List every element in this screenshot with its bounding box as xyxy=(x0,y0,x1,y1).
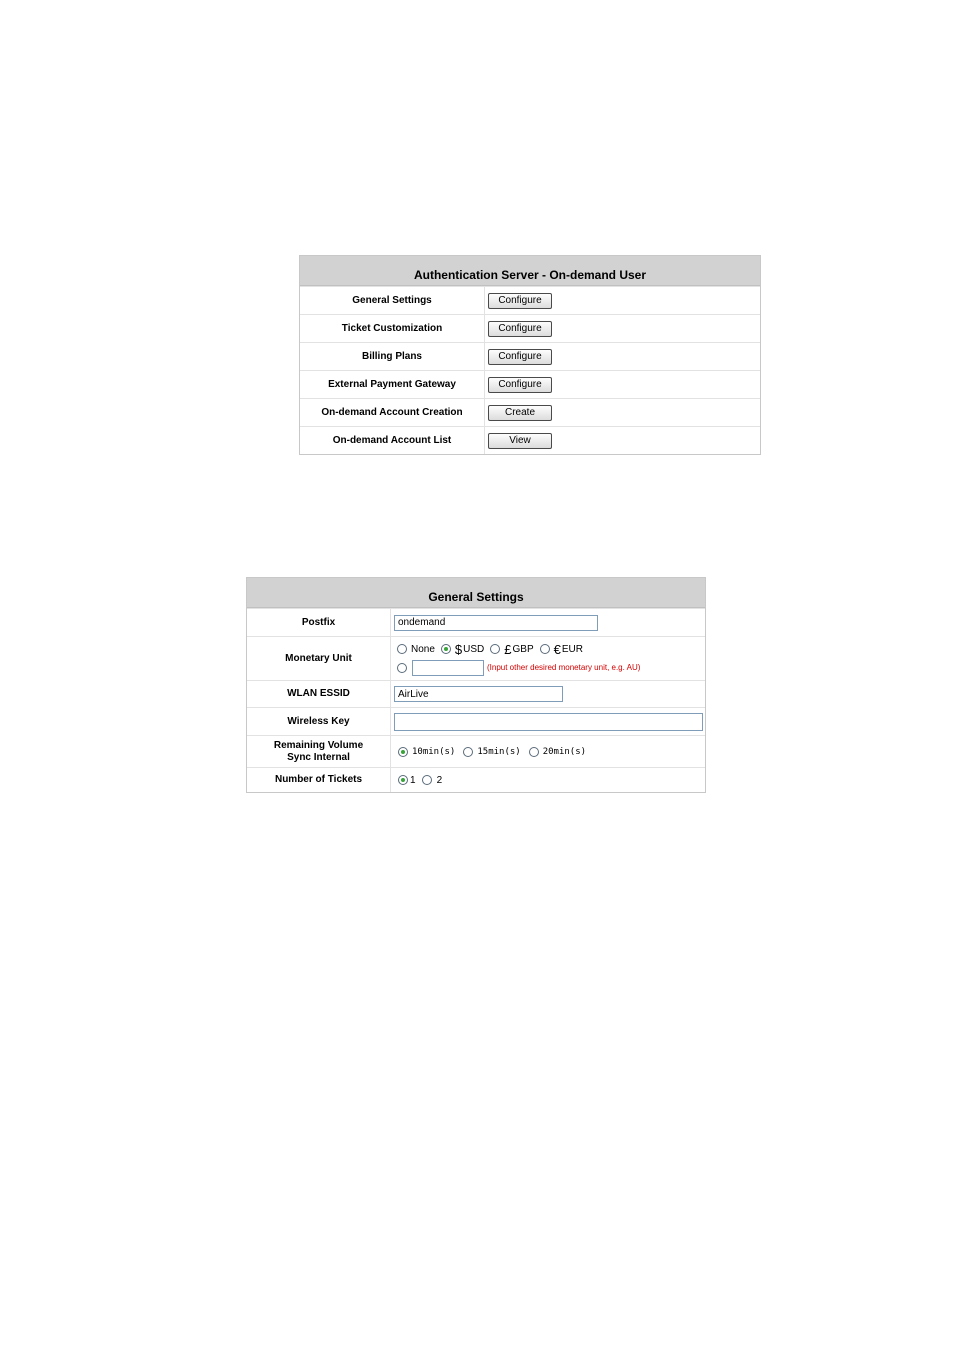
wlan-essid-label: WLAN ESSID xyxy=(247,681,391,707)
general-settings-configure-button[interactable]: Configure xyxy=(488,293,552,309)
monetary-unit-row xyxy=(247,636,705,680)
monetary-unit-label: Monetary Unit xyxy=(247,637,391,680)
currency-usd-radio[interactable] xyxy=(441,644,451,654)
postfix-input[interactable]: ondemand xyxy=(394,615,598,631)
sync-10min-radio[interactable] xyxy=(398,747,408,757)
wlan-essid-input[interactable]: AirLive xyxy=(394,686,563,702)
auth-server-panel xyxy=(299,255,761,455)
wireless-key-row xyxy=(247,707,705,735)
euro-symbol: € xyxy=(553,641,561,657)
currency-other-radio[interactable] xyxy=(397,663,407,673)
tickets-2-radio[interactable] xyxy=(422,775,432,785)
account-list-view-button[interactable]: View xyxy=(488,433,552,449)
ticket-customization-configure-button[interactable]: Configure xyxy=(488,321,552,337)
pound-symbol: £ xyxy=(504,641,512,657)
dollar-symbol: $ xyxy=(454,641,463,657)
tickets-row xyxy=(247,767,705,792)
currency-option-usd[interactable]: $ USD xyxy=(441,642,484,657)
auth-panel-title: Authentication Server - On-demand User xyxy=(300,256,760,286)
sync-option-10min[interactable]: 10min(s) xyxy=(398,747,455,757)
wlan-essid-row xyxy=(247,680,705,707)
tickets-1-radio[interactable] xyxy=(398,775,408,785)
currency-other-input[interactable] xyxy=(412,660,484,676)
currency-none-radio[interactable] xyxy=(397,644,407,654)
currency-gbp-radio[interactable] xyxy=(490,644,500,654)
table-row xyxy=(300,342,760,370)
row-label-general-settings: General Settings xyxy=(300,287,485,314)
table-row xyxy=(300,286,760,314)
currency-option-none[interactable]: None xyxy=(397,644,435,655)
payment-gateway-configure-button[interactable]: Configure xyxy=(488,377,552,393)
row-label-ticket-customization: Ticket Customization xyxy=(300,315,485,342)
row-label-billing-plans: Billing Plans xyxy=(300,343,485,370)
wireless-key-input[interactable] xyxy=(394,713,703,731)
currency-other-hint: (Input other desired monetary unit, e.g. AU) xyxy=(487,663,641,672)
currency-option-gbp[interactable]: £ GBP xyxy=(490,642,533,657)
table-row xyxy=(300,398,760,426)
wireless-key-label: Wireless Key xyxy=(247,708,391,735)
tickets-label: Number of Tickets xyxy=(247,768,391,792)
sync-15min-radio[interactable] xyxy=(463,747,473,757)
general-settings-panel xyxy=(246,577,706,793)
row-label-external-payment-gateway: External Payment Gateway xyxy=(300,371,485,398)
postfix-label: Postfix xyxy=(247,609,391,636)
table-row xyxy=(300,426,760,454)
sync-interval-label: Remaining Volume Sync Internal xyxy=(247,736,391,767)
sync-interval-row xyxy=(247,735,705,767)
sync-option-15min[interactable]: 15min(s) xyxy=(463,747,520,757)
row-label-account-creation: On-demand Account Creation xyxy=(300,399,485,426)
table-row xyxy=(300,370,760,398)
billing-plans-configure-button[interactable]: Configure xyxy=(488,349,552,365)
general-settings-title: General Settings xyxy=(247,578,705,608)
tickets-option-1[interactable]: 1 xyxy=(398,775,416,786)
account-creation-create-button[interactable]: Create xyxy=(488,405,552,421)
postfix-row xyxy=(247,608,705,636)
table-row xyxy=(300,314,760,342)
tickets-option-2[interactable]: 2 xyxy=(422,775,443,786)
sync-option-20min[interactable]: 20min(s) xyxy=(529,747,586,757)
row-label-account-list: On-demand Account List xyxy=(300,427,485,454)
sync-20min-radio[interactable] xyxy=(529,747,539,757)
currency-option-eur[interactable]: € EUR xyxy=(540,642,583,657)
currency-eur-radio[interactable] xyxy=(540,644,550,654)
